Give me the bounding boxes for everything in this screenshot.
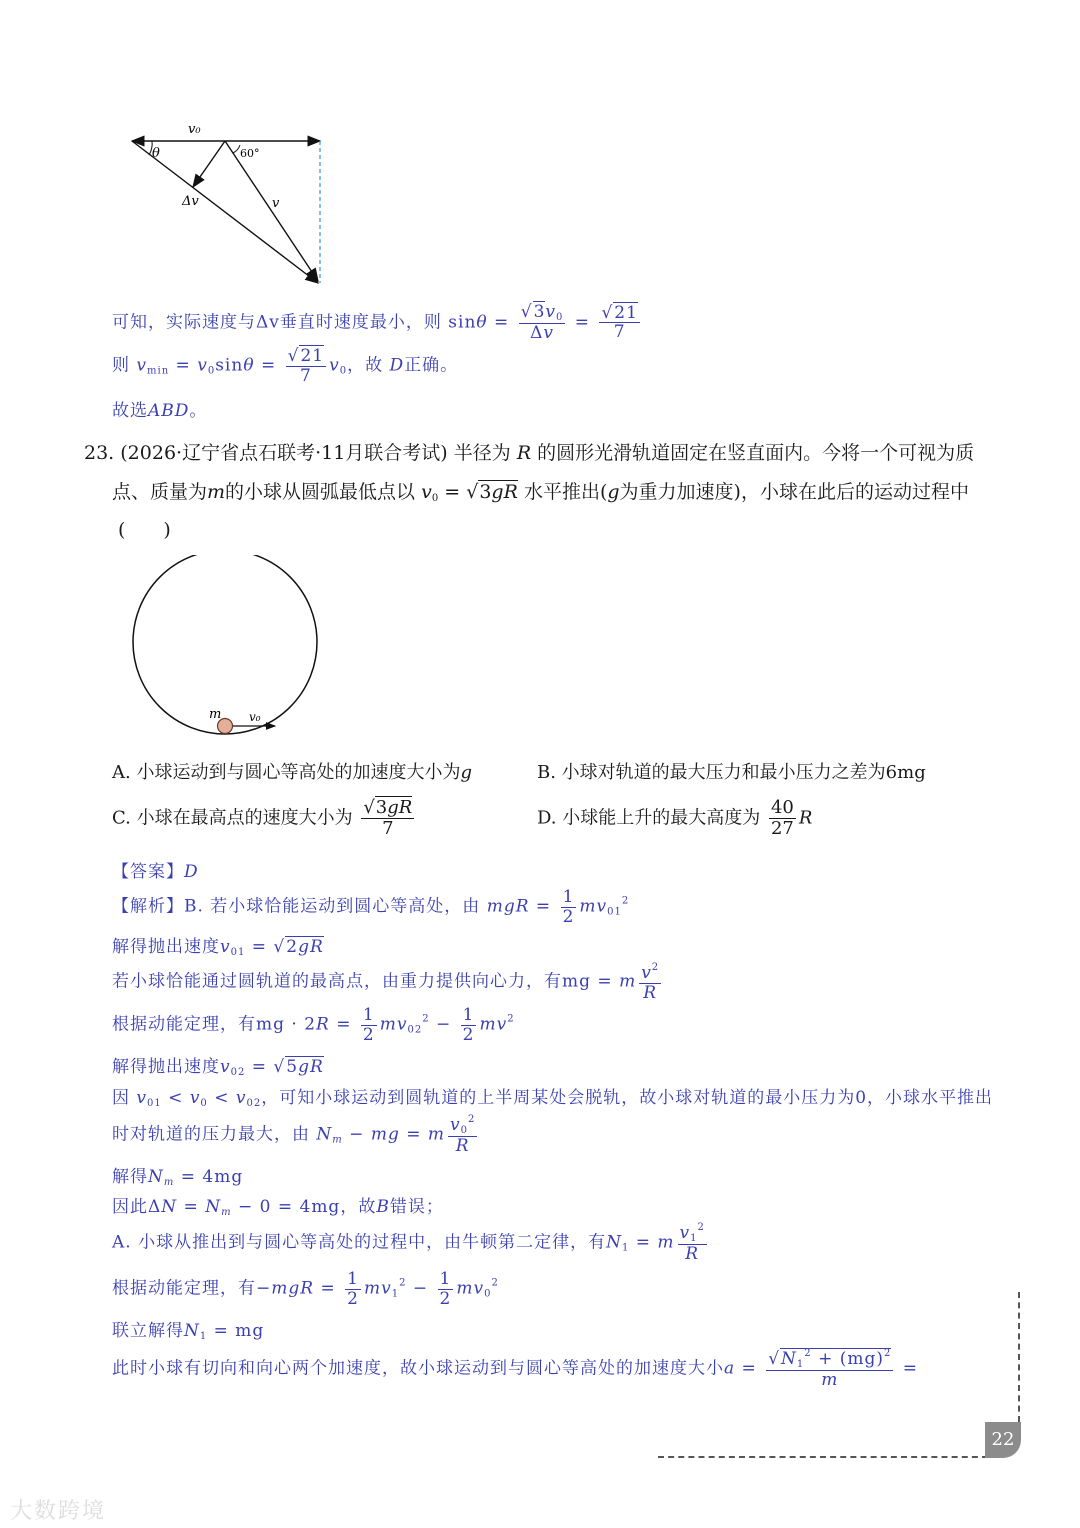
text: B. 若小球恰能运动到圆心等高处，由 (184, 896, 481, 917)
prev-solution-line3: 故选ABD。 (112, 401, 208, 421)
text: 点、质量为 (112, 481, 208, 503)
analysis-line12: 联立解得$N_1$ = mg (112, 1321, 265, 1342)
analysis-line13: 此时小球有切向和向心两个加速度，故小球运动到与圆心等高处的加速度大小a = $\frac{√N_1^2 + (mg)^2}{m}$ = (112, 1348, 919, 1390)
analysis-line8: 解得$N_m = 4mg$ (112, 1167, 244, 1188)
text: 此时小球有切向和向心两个加速度，故小球运动到与圆心等高处的加速度大小 (112, 1358, 724, 1379)
label-dv: Δv (182, 194, 199, 209)
label-v0: v₀ (249, 710, 261, 724)
prev-solution-line2: 则 $v_{min} = v_0\sin\theta$ = $\frac{√21}{7}$ $v_0$，故 D正确。 (112, 346, 459, 386)
label-m: m (209, 707, 222, 722)
page-border-vertical (1018, 1292, 1020, 1422)
text: 根据动能定理，有 (112, 1278, 256, 1299)
option-d[interactable]: D. 小球能上升的最大高度为 $\frac{40}{27}$ R (537, 797, 813, 839)
text: 时对轨道的压力最大，由 (112, 1124, 310, 1145)
v-arrow (225, 141, 318, 281)
answer-bracket: ( ) (118, 519, 171, 541)
option-b-text: B. 小球对轨道的最大压力和最小压力之差为6mg (537, 762, 926, 783)
circular-track-diagram (125, 555, 335, 745)
text: 可知，实际速度与Δv垂直时速度最小，则 (112, 312, 442, 333)
page-border-horizontal (658, 1456, 988, 1458)
text: 联立解得 (112, 1321, 184, 1341)
prev-solution-line1: 可知，实际速度与Δv垂直时速度最小，则 sinθ = $\frac{√3v_0}{\Delta v}$ = $\frac{√21}{7}$ (112, 302, 638, 343)
question-line1: 23. (2026·辽宁省点石联考·11月联合考试) 半径为 R 的圆形光滑轨道固定在竖直面内。今将一个可视为质 (84, 442, 975, 464)
text: 故选 (112, 401, 148, 421)
analysis-line6: 因 $v_{01} < v_0 < v_{02}$，可知小球运动到圆轨道的上半周某处会脱轨，故小球对轨道的最小压力为0，小球水平推出 (112, 1088, 994, 1109)
text: 解得 (112, 1167, 148, 1187)
page-number: 22 (985, 1422, 1021, 1458)
question-source: (2026·辽宁省点石联考·11月联合考试) (120, 442, 448, 464)
text: ，故 (340, 1197, 377, 1217)
option-d-text: D. 小球能上升的最大高度为 (537, 807, 761, 829)
answer-label: 【答案】 (112, 862, 184, 882)
analysis-line5: 解得抛出速度$v_{02} = √5gR$ (112, 1057, 324, 1078)
text: A. 小球从推出到与圆心等高处的过程中，由牛顿第二定律，有 (112, 1232, 607, 1253)
label-theta: θ (152, 146, 160, 161)
option-c[interactable]: C. 小球在最高点的速度大小为 $\frac{√3gR}{7}$ (112, 797, 413, 839)
text: 水平推出( (523, 481, 608, 503)
answer-line (112, 857, 199, 882)
angle-arc (233, 145, 240, 153)
text: 正确。 (404, 355, 459, 376)
option-a[interactable]: A. 小球运动到与圆心等高处的加速度大小为g (112, 762, 472, 783)
analysis-line2: 解得抛出速度$v_{01} = √2gR$ (112, 937, 324, 958)
analysis-line7: 时对轨道的压力最大，由 $N_m$ − mg = m $\frac{v_0^2}{R}$ (112, 1114, 476, 1156)
analysis-label: 【解析】 (112, 896, 184, 917)
long-diagonal (132, 141, 318, 283)
dv-arrow (193, 141, 225, 187)
analysis-line9: 因此$\Delta N = N_m - 0 = 4mg$，故B错误； (112, 1197, 444, 1218)
text: ，可知小球运动到圆轨道的上半周某处会脱轨，故小球对轨道的最小压力为0，小球水平推出 (261, 1088, 994, 1108)
analysis-line4: 根据动能定理，有mg · 2R = $\frac{1}{2}$ $mv_{02}^2$ − $\frac{1}{2}$ $mv^2$ (112, 1005, 515, 1045)
option-c-text: C. 小球在最高点的速度大小为 (112, 807, 353, 829)
label-v0: v₀ (188, 122, 201, 137)
text: 解得抛出速度 (112, 1057, 220, 1077)
text: 的圆形光滑轨道固定在竖直面内。今将一个可视为质 (537, 442, 975, 464)
watermark (10, 1494, 106, 1525)
text: 则 (112, 355, 130, 376)
text: 若小球恰能通过圆轨道的最高点，由重力提供向心力，有 (112, 971, 562, 992)
circular-track (133, 555, 317, 734)
analysis-line11: 根据动能定理，有−mgR = $\frac{1}{2}$ $mv_1^2$ − $\frac{1}{2}$ $mv_0^2$ (112, 1269, 499, 1309)
analysis-line1: 【解析】B. 若小球恰能运动到圆心等高处，由 mgR = $\frac{1}{2}$ $mv_{01}^2$ (112, 887, 630, 927)
velocity-triangle-diagram (120, 115, 340, 295)
analysis-line10: A. 小球从推出到与圆心等高处的过程中，由牛顿第二定律，有$N_1 = m$ $\frac{v_1^2}{R}$ (112, 1222, 705, 1264)
text: 根据动能定理，有 (112, 1014, 256, 1035)
label-60deg: 60° (240, 147, 260, 160)
option-b[interactable] (537, 758, 926, 784)
option-a-text: A. 小球运动到与圆心等高处的加速度大小为 (112, 762, 461, 783)
text: 为重力加速度)，小球在此后的运动过程中 (619, 481, 969, 503)
text: ，故 (347, 355, 384, 376)
text: 因此 (112, 1197, 148, 1217)
label-v: v (272, 196, 280, 211)
analysis-line3: 若小球恰能通过圆轨道的最高点，由重力提供向心力，有mg = m $\frac{v^2}{R}$ (112, 962, 660, 1003)
watermark-text: 大数跨境 (10, 1499, 107, 1524)
question-line2: 点、质量为m的小球从圆弧最低点以 $v_0 = √3gR$ 水平推出(g为重力加速度)，小球在此后的运动过程中 (112, 481, 969, 504)
question-number: 23. (84, 442, 115, 464)
text: 错误； (389, 1197, 444, 1217)
answer-value: D (184, 862, 199, 882)
text: 解得抛出速度 (112, 937, 220, 957)
text: 的小球从圆弧最低点以 (225, 481, 416, 503)
text: 半径为 (453, 442, 511, 464)
